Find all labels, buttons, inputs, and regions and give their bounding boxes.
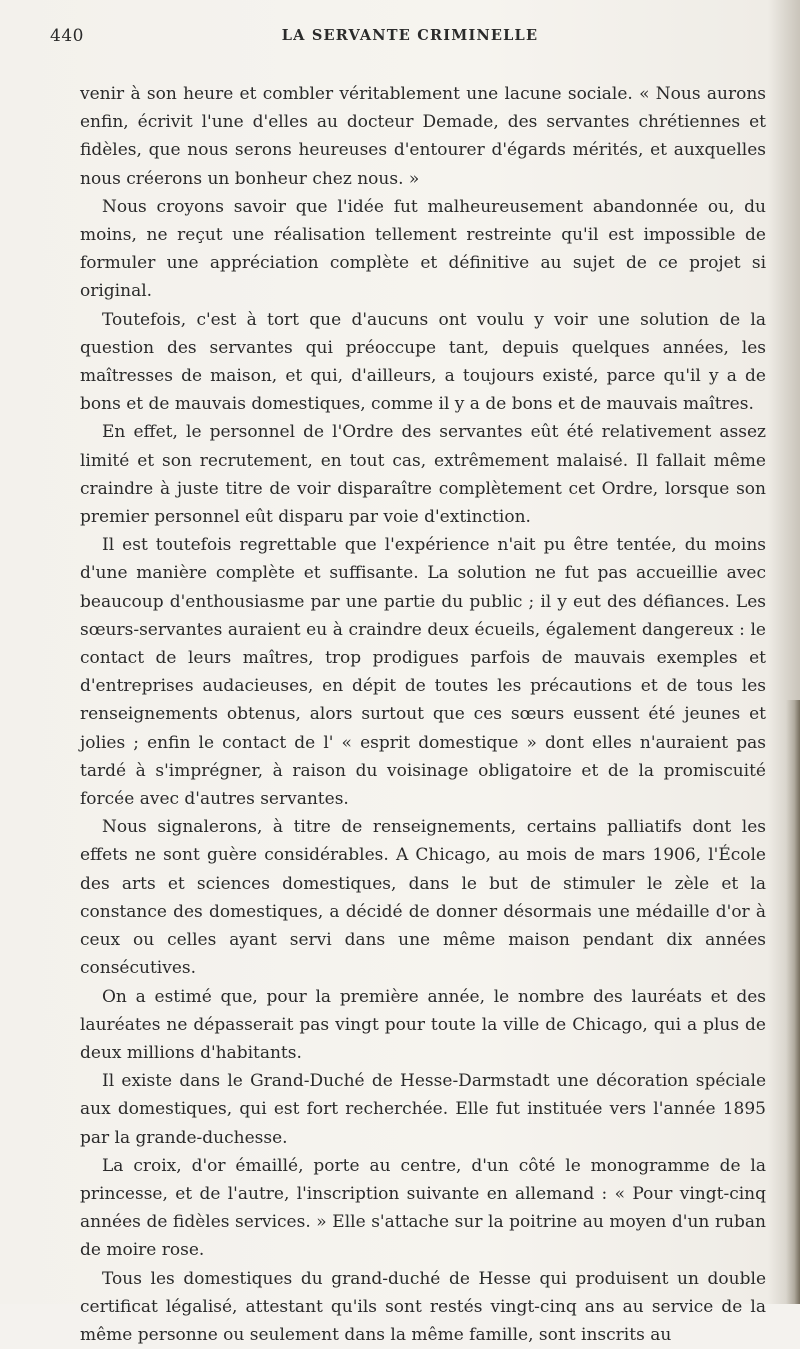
paragraph: Toutefois, c'est à tort que d'aucuns ont voulu y voir une solution de la question des servantes qui préoccupe tant, depuis quelques années, les maîtresses de maison, et qui, d'ailleurs, a toujours existé, parce qu'il y a de bons et de mauvais domestiques, comme il y a de bons et de mauvais maîtres.	[80, 309, 766, 415]
paragraph: La croix, d'or émaillé, porte au centre, d'un côté le monogramme de la princesse, et de l'autre, l'inscription suivante en allemand : « Pour vingt-cinq années de fidèles services. » Elle s'attache sur la poitrine au moyen d'un ruban de moire rose.	[80, 1155, 766, 1261]
paragraph: Nous croyons savoir que l'idée fut malheureusement abandonnée ou, du moins, ne reçut une réalisation tellement restreinte qu'il est impossible de formuler une appréciation complète et définitive au sujet de ce projet si original.	[80, 196, 766, 302]
paragraph-continued: venir à son heure et combler véritablement une lacune sociale. « Nous aurons enfin, écrivit l'une d'elles au docteur Demade, des servantes chrétiennes et fidèles, que nous serons heureuses d'entourer d'égards mérités, et auxquelles nous créerons un bonheur chez nous. »	[80, 84, 766, 189]
running-title: LA SERVANTE CRIMINELLE	[281, 27, 539, 44]
paragraph: Il est toutefois regrettable que l'expérience n'ait pu être tentée, du moins d'une manière complète et suffisante. La solution ne fut pas accueillie avec beaucoup d'enthousiasme par une partie du public ; il y eut des défiances. Les sœurs-servantes auraient eu à craindre deux écueils, également dangereux : le contact de leurs maîtres, trop prodigues parfois de mauvais exemples et d'entreprises audacieuses, en dépit de toutes les précautions et de tous les renseignements obtenus, alors surtout que ces sœurs eussent été jeunes et jolies ; enfin le contact de l' « esprit domestique » dont elles n'auraient pas tardé à s'imprégner, à raison du voisinage obligatoire et de la promiscuité forcée avec d'autres servantes.	[80, 535, 766, 810]
paragraph: On a estimé que, pour la première année, le nombre des lauréats et des lauréates ne dépasserait pas vingt pour toute la ville de Chicago, qui a plus de deux millions d'habitants.	[80, 986, 766, 1063]
paragraph: Nous signalerons, à titre de renseignements, certains palliatifs dont les effets ne sont guère considérables. A Chicago, au mois de mars 1906, l'École des arts et sciences domestiques, dans le but de stimuler le zèle et la constance des domestiques, a décidé de donner désormais une médaille d'or à ceux ou celles ayant servi dans une même maison pendant dix années consécutives.	[80, 817, 766, 979]
page-header	[50, 26, 770, 54]
paragraph: Il existe dans le Grand-Duché de Hesse-Darmstadt une décoration spéciale aux domestiques, qui est fort recherchée. Elle fut instituée vers l'année 1895 par la grande-duchesse.	[80, 1071, 766, 1148]
page-edge-shadow	[786, 700, 800, 1304]
paragraph: En effet, le personnel de l'Ordre des servantes eût été relativement assez limité et son recrutement, en tout cas, extrêmement malaisé. Il fallait même craindre à juste titre de voir disparaître complètement cet Ordre, lorsque son premier personnel eût disparu par voie d'extinction.	[80, 422, 766, 528]
paragraph: Tous les domestiques du grand-duché de Hesse qui produisent un double certificat légalisé, attestant qu'ils sont restés vingt-cinq ans au service de la même personne ou seulement dans la même famille, sont inscrits au	[80, 1268, 766, 1345]
page-number: 440	[50, 26, 84, 46]
body-text	[80, 80, 766, 1349]
